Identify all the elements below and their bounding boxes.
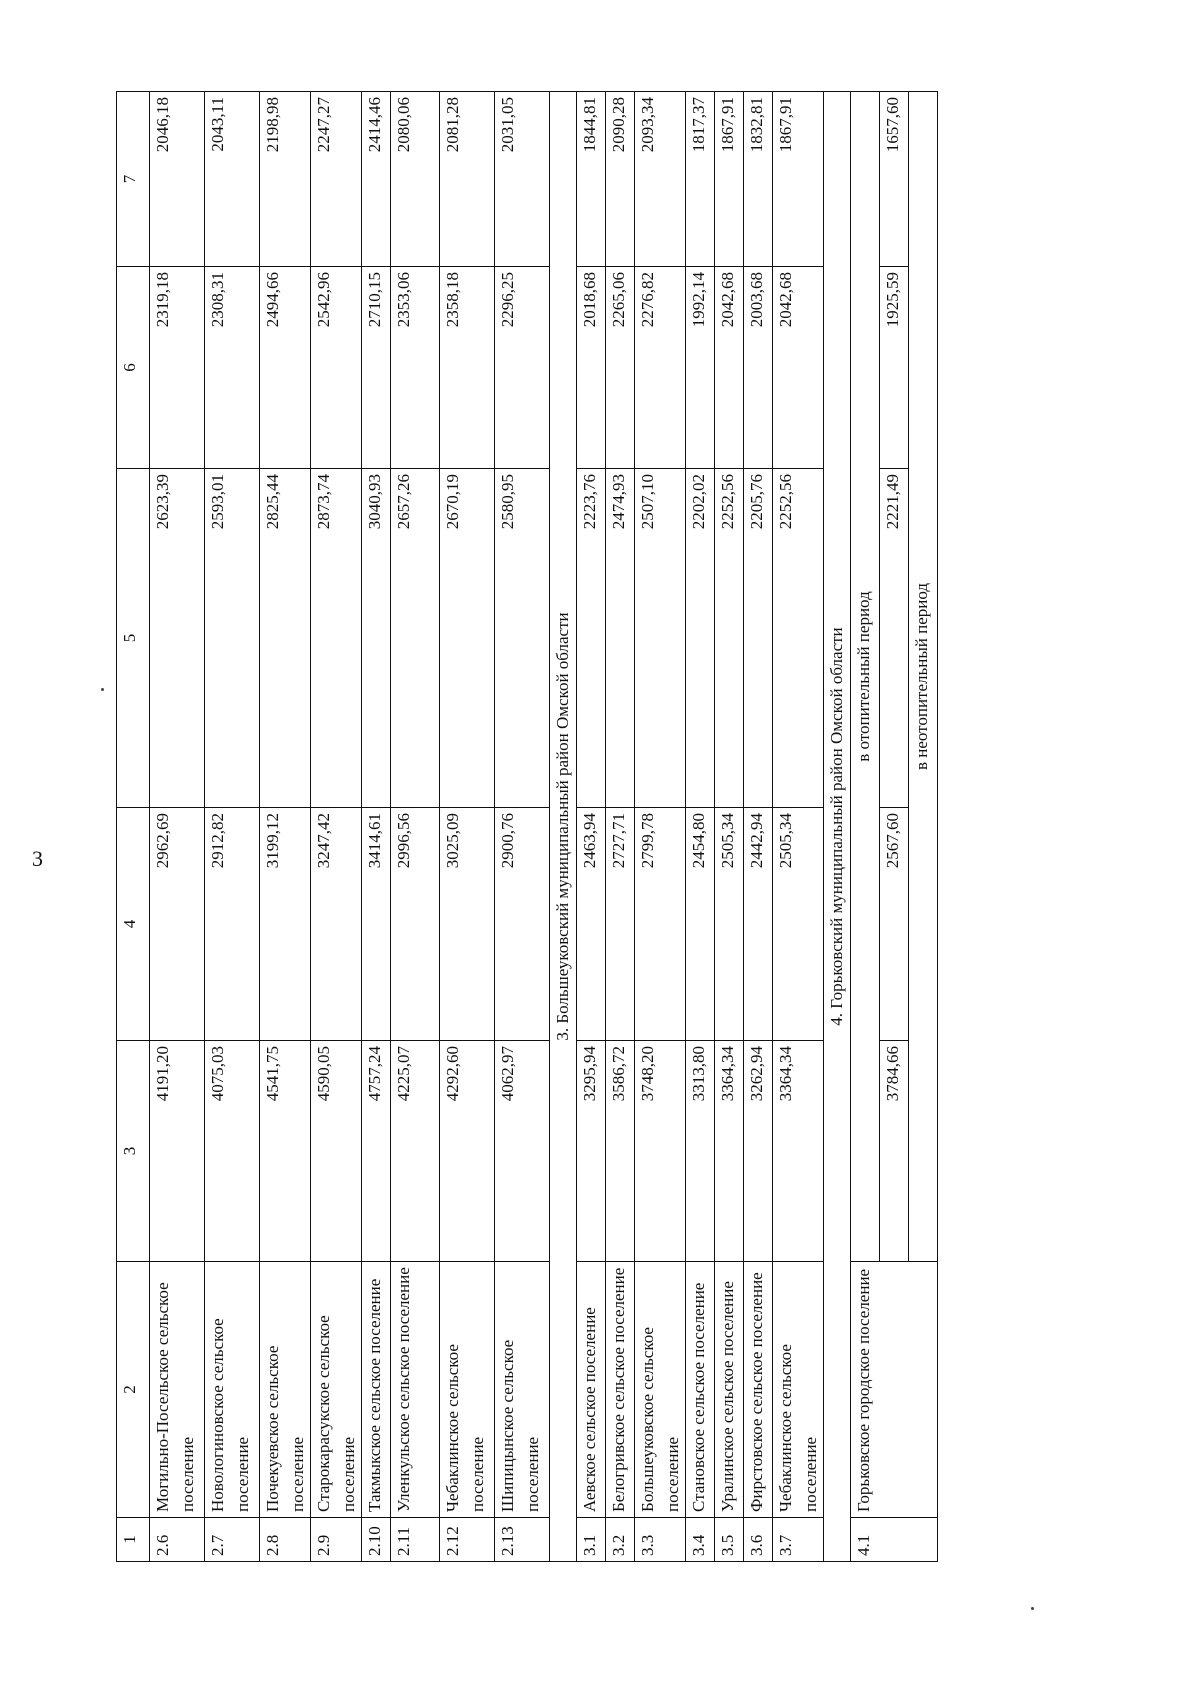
value-col-5: 2593,01 — [205, 469, 260, 808]
heating-period-label: в отопительный период — [851, 92, 880, 1262]
value-col-7: 1657,60 — [880, 92, 909, 267]
value-col-6: 2319,18 — [150, 267, 205, 469]
value-col-7: 2093,34 — [635, 92, 686, 267]
value-col-7: 2198,98 — [260, 92, 311, 267]
header-col-7: 7 — [117, 92, 150, 267]
value-col-4: 2799,78 — [635, 808, 686, 1041]
settlement-name: Почекуевское сельское поселение — [260, 1262, 311, 1518]
table-row — [311, 92, 362, 1562]
settlement-name: Уралинское сельское поселение — [715, 1262, 744, 1518]
table-row — [440, 92, 495, 1562]
value-col-3: 3748,20 — [635, 1041, 686, 1262]
value-col-4: 2505,34 — [773, 808, 824, 1041]
row-number: 2.6 — [150, 1518, 205, 1562]
value-col-6: 2276,82 — [635, 267, 686, 469]
settlement-name: Такмыкское сельское поселение — [362, 1262, 391, 1518]
section-row — [824, 92, 851, 1562]
value-col-7: 2414,46 — [362, 92, 391, 267]
row-number: 2.9 — [311, 1518, 362, 1562]
value-col-6: 2296,25 — [495, 267, 550, 469]
value-col-5: 2205,76 — [744, 469, 773, 808]
table-row — [205, 92, 260, 1562]
settlement-name: Старокарасукское сельское поселение — [311, 1262, 362, 1518]
value-col-6: 2353,06 — [391, 267, 440, 469]
row-number: 3.4 — [686, 1518, 715, 1562]
value-col-6: 2494,66 — [260, 267, 311, 469]
value-col-7: 2046,18 — [150, 92, 205, 267]
scan-speck — [101, 688, 104, 691]
value-col-3: 4292,60 — [440, 1041, 495, 1262]
settlement-name: Чебаклинское сельское поселение — [440, 1262, 495, 1518]
settlement-name: Фирстовское сельское поселение — [744, 1262, 773, 1518]
value-col-6: 2042,68 — [715, 267, 744, 469]
header-col-3: 3 — [117, 1041, 150, 1262]
header-col-2: 2 — [117, 1262, 150, 1518]
value-col-3: 3262,94 — [744, 1041, 773, 1262]
table-row — [635, 92, 686, 1562]
header-col-4: 4 — [117, 808, 150, 1041]
settlement-name: Чебаклинское сельское поселение — [773, 1262, 824, 1518]
value-col-5: 2623,39 — [150, 469, 205, 808]
header-col-6: 6 — [117, 267, 150, 469]
value-col-7: 2090,28 — [606, 92, 635, 267]
value-col-4: 3025,09 — [440, 808, 495, 1041]
row-number: 2.13 — [495, 1518, 550, 1562]
table-row — [686, 92, 715, 1562]
settlement-name: Белогривское сельское поселение — [606, 1262, 635, 1518]
row-number: 3.5 — [715, 1518, 744, 1562]
section-title: 4. Горьковский муниципальный район Омской области — [824, 92, 851, 1562]
value-col-4: 2912,82 — [205, 808, 260, 1041]
header-row — [117, 92, 150, 1562]
value-col-5: 2202,02 — [686, 469, 715, 808]
settlement-name: Шипицынское сельское поселение — [495, 1262, 550, 1518]
row-number: 3.3 — [635, 1518, 686, 1562]
page-number: 3 — [32, 846, 43, 871]
section-title: 3. Большеуковский муниципальный район Омской области — [550, 92, 577, 1562]
value-col-5: 2252,56 — [773, 469, 824, 808]
value-col-3: 4225,07 — [391, 1041, 440, 1262]
value-col-6: 2018,68 — [577, 267, 606, 469]
row-number: 3.2 — [606, 1518, 635, 1562]
value-col-3: 4590,05 — [311, 1041, 362, 1262]
value-col-6: 2710,15 — [362, 267, 391, 469]
row-number: 2.12 — [440, 1518, 495, 1562]
value-col-5: 2223,76 — [577, 469, 606, 808]
header-col-5: 5 — [117, 469, 150, 808]
value-col-3: 4191,20 — [150, 1041, 205, 1262]
value-col-4: 2900,76 — [495, 808, 550, 1041]
value-col-4: 2727,71 — [606, 808, 635, 1041]
rotated-table-sheet — [116, 92, 1086, 1562]
value-col-6: 1992,14 — [686, 267, 715, 469]
value-col-3: 4062,97 — [495, 1041, 550, 1262]
row-number: 2.10 — [362, 1518, 391, 1562]
table-row — [495, 92, 550, 1562]
value-col-3: 4075,03 — [205, 1041, 260, 1262]
table-row — [606, 92, 635, 1562]
value-col-4: 3199,12 — [260, 808, 311, 1041]
value-col-5: 2657,26 — [391, 469, 440, 808]
value-col-5: 2873,74 — [311, 469, 362, 808]
table-row — [773, 92, 824, 1562]
section-row — [550, 92, 577, 1562]
value-col-5: 2221,49 — [880, 469, 909, 808]
scan-speck — [1031, 1607, 1034, 1610]
value-col-3: 4757,24 — [362, 1041, 391, 1262]
row-number: 3.7 — [773, 1518, 824, 1562]
table-row — [362, 92, 391, 1562]
value-col-3: 3784,66 — [880, 1041, 909, 1262]
value-col-6: 2358,18 — [440, 267, 495, 469]
settlement-name: Горьковское городское поселение — [851, 1262, 938, 1518]
value-col-4: 2454,80 — [686, 808, 715, 1041]
value-col-7: 1867,91 — [715, 92, 744, 267]
value-col-4: 2463,94 — [577, 808, 606, 1041]
value-col-7: 2080,06 — [391, 92, 440, 267]
value-col-7: 2081,28 — [440, 92, 495, 267]
table-row — [744, 92, 773, 1562]
period-row — [851, 92, 880, 1562]
value-col-7: 2031,05 — [495, 92, 550, 267]
table-row — [391, 92, 440, 1562]
header-col-1: 1 — [117, 1518, 150, 1562]
row-number: 3.1 — [577, 1518, 606, 1562]
value-col-6: 2308,31 — [205, 267, 260, 469]
row-number: 4.1 — [851, 1518, 938, 1562]
settlement-name: Становское сельское поселение — [686, 1262, 715, 1518]
value-col-7: 2247,27 — [311, 92, 362, 267]
value-col-7: 1817,37 — [686, 92, 715, 267]
value-col-4: 2442,94 — [744, 808, 773, 1041]
value-col-6: 2265,06 — [606, 267, 635, 469]
value-col-3: 3364,34 — [773, 1041, 824, 1262]
value-col-6: 2042,68 — [773, 267, 824, 469]
value-col-5: 3040,93 — [362, 469, 391, 808]
value-col-5: 2507,10 — [635, 469, 686, 808]
row-number: 3.6 — [744, 1518, 773, 1562]
settlement-name: Уленкульское сельское поселение — [391, 1262, 440, 1518]
value-col-6: 2003,68 — [744, 267, 773, 469]
value-col-4: 2996,56 — [391, 808, 440, 1041]
settlement-name: Могильно-Посельское сельское поселение — [150, 1262, 205, 1518]
value-col-5: 2670,19 — [440, 469, 495, 808]
settlement-name: Большеуковское сельское поселение — [635, 1262, 686, 1518]
value-col-7: 1867,91 — [773, 92, 824, 267]
value-col-3: 3295,94 — [577, 1041, 606, 1262]
value-col-3: 3586,72 — [606, 1041, 635, 1262]
tariff-table — [116, 91, 938, 1562]
value-col-4: 3414,61 — [362, 808, 391, 1041]
value-col-3: 3313,80 — [686, 1041, 715, 1262]
value-col-5: 2252,56 — [715, 469, 744, 808]
table-row — [150, 92, 205, 1562]
value-col-6: 1925,59 — [880, 267, 909, 469]
value-col-7: 2043,11 — [205, 92, 260, 267]
value-col-4: 2505,34 — [715, 808, 744, 1041]
value-col-4: 2962,69 — [150, 808, 205, 1041]
value-col-4: 3247,42 — [311, 808, 362, 1041]
settlement-name: Аевское сельское поселение — [577, 1262, 606, 1518]
row-number: 2.8 — [260, 1518, 311, 1562]
table-row — [260, 92, 311, 1562]
table-row — [715, 92, 744, 1562]
value-col-7: 1844,81 — [577, 92, 606, 267]
value-col-3: 3364,34 — [715, 1041, 744, 1262]
row-number: 2.11 — [391, 1518, 440, 1562]
value-col-5: 2825,44 — [260, 469, 311, 808]
non-heating-period-label: в неотопительный период — [909, 92, 938, 1262]
value-col-7: 1832,81 — [744, 92, 773, 267]
value-col-4: 2567,60 — [880, 808, 909, 1041]
value-col-5: 2580,95 — [495, 469, 550, 808]
row-number: 2.7 — [205, 1518, 260, 1562]
value-col-3: 4541,75 — [260, 1041, 311, 1262]
value-col-5: 2474,93 — [606, 469, 635, 808]
table-row — [577, 92, 606, 1562]
value-col-6: 2542,96 — [311, 267, 362, 469]
settlement-name: Новологиновское сельское поселение — [205, 1262, 260, 1518]
